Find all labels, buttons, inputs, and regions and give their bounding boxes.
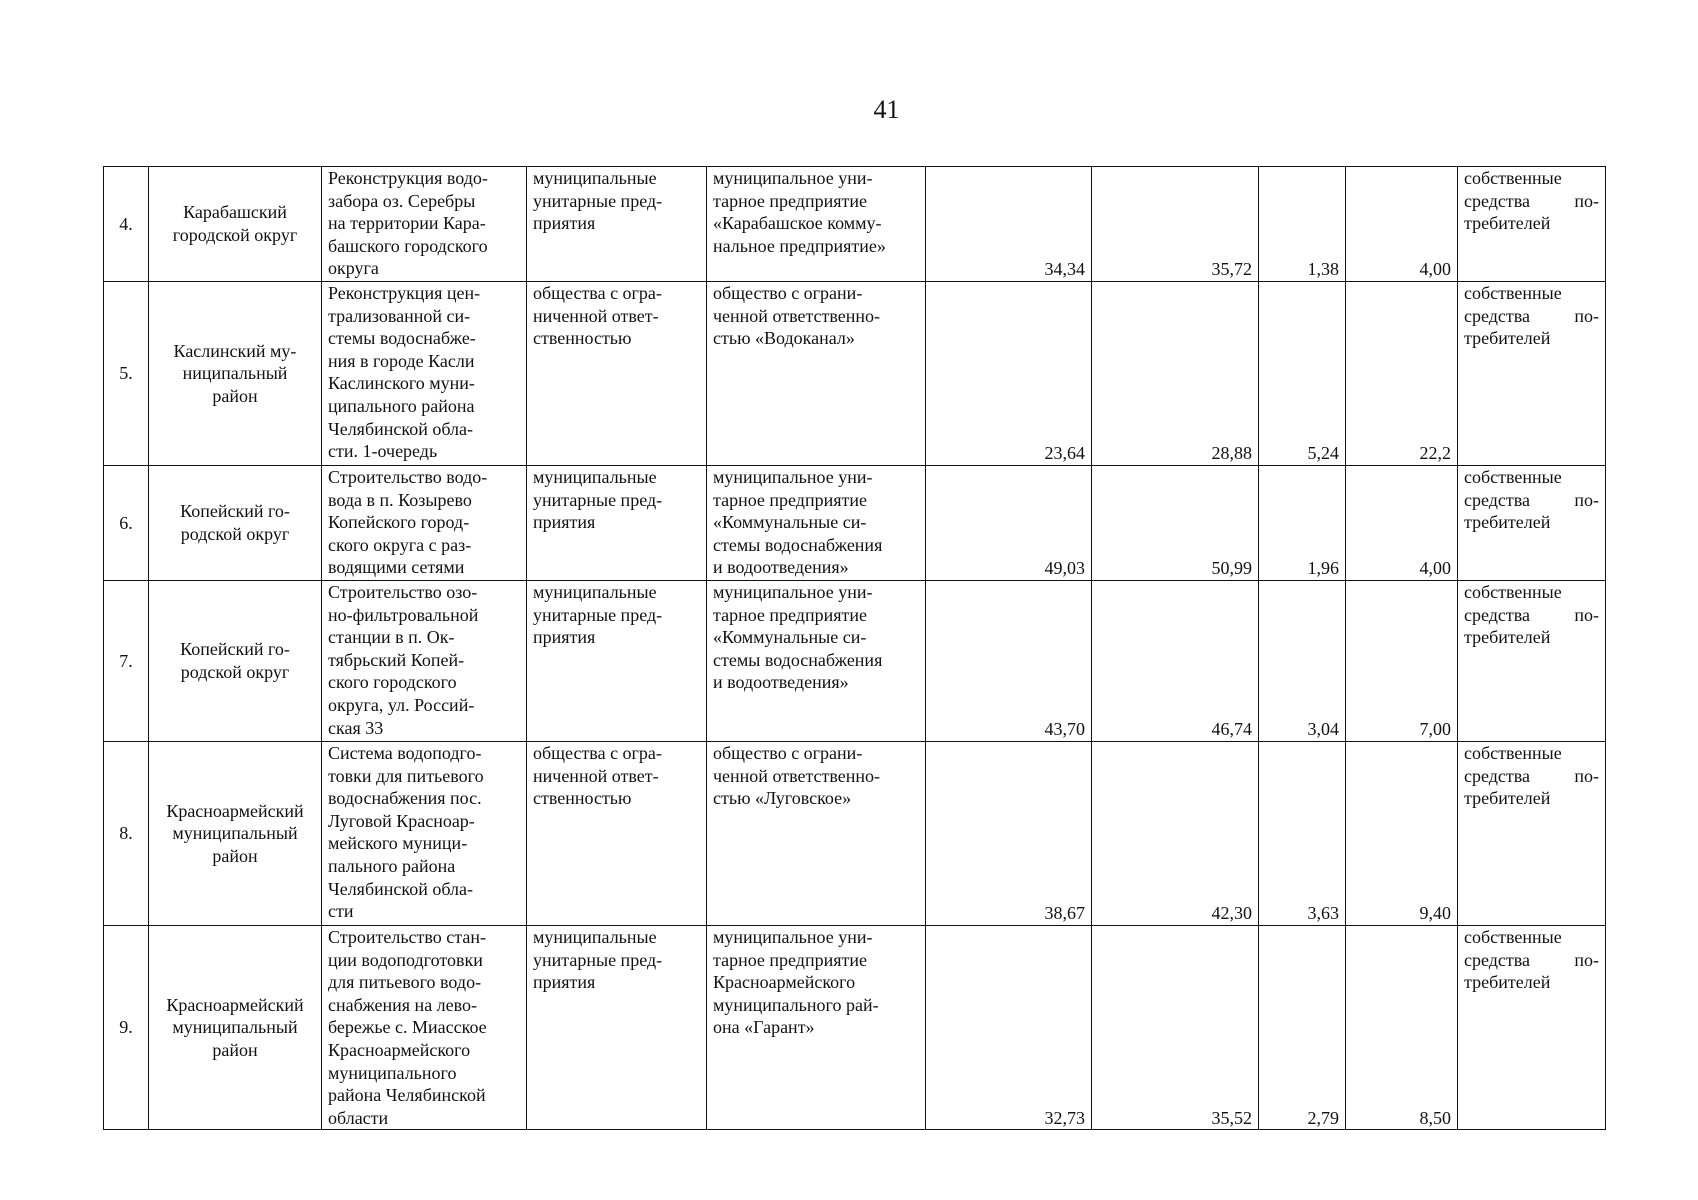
organization-cell: общество с ограни- ченной ответственно- стью «Водоканал»	[707, 282, 926, 466]
value-cell-4: 4,00	[1346, 466, 1458, 581]
funding-source-word-a: средства	[1464, 949, 1531, 970]
project-cell: Реконструкция цен- трализованной си- стемы водоснабже- ния в городе Касли Каслинского муни- ципального района Челябинской обла- сти. 1-очередь	[322, 282, 527, 466]
org-type-cell: муниципальные унитарные пред- приятия	[527, 466, 707, 581]
row-number: 8.	[104, 742, 149, 926]
municipality-cell: Копейский го- родской округ	[149, 581, 322, 742]
funding-source-word-b: по-	[1574, 305, 1599, 326]
funding-source-word-a: средства	[1464, 765, 1531, 786]
value-cell-1: 49,03	[926, 466, 1092, 581]
municipality-cell: Копейский го- родской округ	[149, 466, 322, 581]
table-row	[104, 742, 1606, 926]
organization-cell: муниципальное уни- тарное предприятие «Коммунальные си- стемы водоснабжения и водоотведения»	[707, 466, 926, 581]
row-number: 9.	[104, 926, 149, 1130]
org-type-cell: общества с огра- ниченной ответ- ственностью	[527, 742, 707, 926]
row-number: 6.	[104, 466, 149, 581]
funding-source-word-b: по-	[1574, 949, 1599, 970]
organization-cell: муниципальное уни- тарное предприятие «Коммунальные си- стемы водоснабжения и водоотведения»	[707, 581, 926, 742]
funding-source-line-3: требителей	[1464, 788, 1551, 809]
funding-source-line-3: требителей	[1464, 512, 1551, 533]
municipality-cell: Красноармейский муниципальный район	[149, 742, 322, 926]
value-cell-1: 43,70	[926, 581, 1092, 742]
funding-source-line-1: собственные	[1464, 467, 1562, 487]
table-row	[104, 466, 1606, 581]
value-cell-3: 3,04	[1259, 581, 1346, 742]
funding-source-line-3: требителей	[1464, 213, 1551, 234]
value-cell-4: 9,40	[1346, 742, 1458, 926]
value-cell-3: 2,79	[1259, 926, 1346, 1130]
funding-source-cell	[1458, 926, 1606, 1130]
table-row	[104, 282, 1606, 466]
table-body	[104, 167, 1606, 1130]
project-cell: Строительство водо- вода в п. Козырево Копейского город- ского округа с раз- водящими сетями	[322, 466, 527, 581]
municipality-cell: Красноармейский муниципальный район	[149, 926, 322, 1130]
value-cell-4: 8,50	[1346, 926, 1458, 1130]
table-row	[104, 926, 1606, 1130]
value-cell-3: 3,63	[1259, 742, 1346, 926]
funding-source-cell	[1458, 466, 1606, 581]
funding-source-word-b: по-	[1574, 765, 1599, 786]
funding-source-word-a: средства	[1464, 305, 1531, 326]
funding-source-word-b: по-	[1574, 489, 1599, 510]
row-number: 5.	[104, 282, 149, 466]
funding-source-word-a: средства	[1464, 489, 1531, 510]
funding-source-line-1: собственные	[1464, 582, 1562, 602]
table-row	[104, 167, 1606, 282]
funding-source-line-1: собственные	[1464, 168, 1562, 188]
funding-source-line-3: требителей	[1464, 328, 1551, 349]
value-cell-2: 35,52	[1092, 926, 1259, 1130]
funding-source-cell	[1458, 581, 1606, 742]
value-cell-3: 5,24	[1259, 282, 1346, 466]
value-cell-1: 34,34	[926, 167, 1092, 282]
funding-source-word-a: средства	[1464, 604, 1531, 625]
municipality-cell: Карабашский городской округ	[149, 167, 322, 282]
row-number: 7.	[104, 581, 149, 742]
value-cell-4: 22,2	[1346, 282, 1458, 466]
funding-source-line-1: собственные	[1464, 927, 1562, 947]
value-cell-2: 50,99	[1092, 466, 1259, 581]
funding-source-line-1: собственные	[1464, 743, 1562, 763]
value-cell-2: 35,72	[1092, 167, 1259, 282]
row-number: 4.	[104, 167, 149, 282]
funding-source-line-2	[1464, 604, 1599, 627]
value-cell-1: 32,73	[926, 926, 1092, 1130]
org-type-cell: муниципальные унитарные пред- приятия	[527, 581, 707, 742]
funding-source-line-3: требителей	[1464, 972, 1551, 993]
funding-source-cell	[1458, 742, 1606, 926]
funding-source-line-1: собственные	[1464, 283, 1562, 303]
funding-source-line-2	[1464, 949, 1599, 972]
value-cell-3: 1,38	[1259, 167, 1346, 282]
value-cell-1: 38,67	[926, 742, 1092, 926]
project-cell: Система водоподго- товки для питьевого водоснабжения пос. Луговой Красноар- мейского муници- пального района Челябинской обла- сти	[322, 742, 527, 926]
organization-cell: муниципальное уни- тарное предприятие Красноармейского муниципального рай- она «Гарант»	[707, 926, 926, 1130]
funding-source-line-2	[1464, 489, 1599, 512]
funding-source-cell	[1458, 282, 1606, 466]
funding-source-word-a: средства	[1464, 190, 1531, 211]
value-cell-1: 23,64	[926, 282, 1092, 466]
org-type-cell: муниципальные унитарные пред- приятия	[527, 167, 707, 282]
funding-source-cell	[1458, 167, 1606, 282]
funding-source-line-2	[1464, 765, 1599, 788]
table-row	[104, 581, 1606, 742]
value-cell-2: 42,30	[1092, 742, 1259, 926]
funding-source-word-b: по-	[1574, 604, 1599, 625]
value-cell-2: 28,88	[1092, 282, 1259, 466]
funding-source-line-2	[1464, 190, 1599, 213]
municipality-cell: Каслинский му- ниципальный район	[149, 282, 322, 466]
value-cell-2: 46,74	[1092, 581, 1259, 742]
funding-source-line-2	[1464, 305, 1599, 328]
project-cell: Строительство стан- ции водоподготовки для питьевого водо- снабжения на лево- бережье с. Миасское Красноармейского муниципального района Челябинской области	[322, 926, 527, 1130]
funding-source-word-b: по-	[1574, 190, 1599, 211]
investment-projects-table	[103, 166, 1606, 1130]
org-type-cell: общества с огра- ниченной ответ- ственностью	[527, 282, 707, 466]
organization-cell: муниципальное уни- тарное предприятие «Карабашское комму- нальное предприятие»	[707, 167, 926, 282]
org-type-cell: муниципальные унитарные пред- приятия	[527, 926, 707, 1130]
value-cell-3: 1,96	[1259, 466, 1346, 581]
value-cell-4: 7,00	[1346, 581, 1458, 742]
project-cell: Реконструкция водо- забора оз. Серебры на территории Кара- башского городского округа	[322, 167, 527, 282]
funding-source-line-3: требителей	[1464, 627, 1551, 648]
organization-cell: общество с ограни- ченной ответственно- стью «Луговское»	[707, 742, 926, 926]
value-cell-4: 4,00	[1346, 167, 1458, 282]
project-cell: Строительство озо- но-фильтровальной станции в п. Ок- тябрьский Копей- ского городского округа, ул. Россий- ская 33	[322, 581, 527, 742]
page-number: 41	[873, 95, 900, 124]
